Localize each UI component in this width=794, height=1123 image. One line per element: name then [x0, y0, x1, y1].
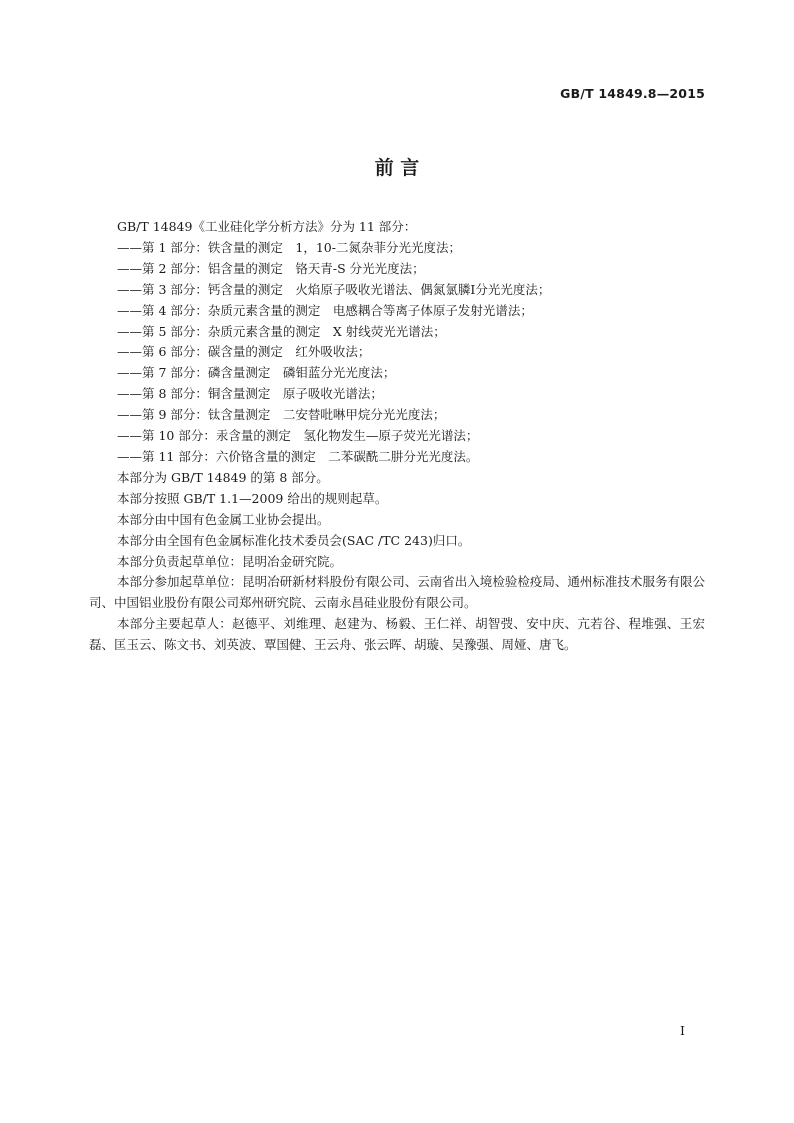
statement-proposer: 本部分由中国有色金属工业协会提出。 [117, 511, 330, 527]
statement-main-drafters: 本部分主要起草人：赵德平、刘维理、赵建为、杨毅、王仁祥、胡智弢、安中庆、亢若谷、程堆强、王宏磊、匡玉云、陈文书、刘英波、覃国健、王云舟、张云晖、胡璇、吴豫强、周娅、唐飞。 [89, 616, 705, 653]
part-item-9: ——第 9 部分：钛含量测定 二安替吡啉甲烷分光光度法； [117, 407, 446, 423]
part-item-7: ——第 7 部分：磷含量测定 磷钼蓝分光光度法； [117, 365, 396, 381]
statement-lead-drafter: 本部分负责起草单位：昆明冶金研究院。 [117, 553, 343, 569]
part-item-11: ——第 11 部分：六价铬含量的测定 二苯碳酰二肼分光光度法。 [117, 448, 479, 464]
part-item-10: ——第 10 部分：汞含量的测定 氢化物发生—原子荧光光谱法； [117, 428, 479, 444]
part-item-2: ——第 2 部分：铝含量的测定 铬天青-S 分光光度法； [117, 260, 425, 276]
statement-committee: 本部分由全国有色金属标准化技术委员会(SAC /TC 243)归口。 [117, 532, 471, 548]
page-title: 前 言 [374, 157, 420, 179]
part-item-8: ——第 8 部分：铜含量测定 原子吸收光谱法； [117, 386, 383, 402]
standard-code: GB/T 14849.8—2015 [560, 86, 705, 101]
part-item-5: ——第 5 部分：杂质元素含量的测定 X 射线荧光光谱法； [117, 323, 446, 339]
statement-participating-units: 本部分参加起草单位：昆明冶研新材料股份有限公司、云南省出入境检验检疫局、通州标准技术服务有限公司、中国铝业股份有限公司郑州研究院、云南永昌硅业股份有限公司。 [89, 574, 705, 611]
foreword-body [89, 217, 705, 656]
part-item-3: ——第 3 部分：钙含量的测定 火焰原子吸收光谱法、偶氮氯膦Ⅰ分光光度法； [117, 281, 551, 297]
statement-part-number: 本部分为 GB/T 14849 的第 8 部分。 [117, 469, 329, 485]
page-number: I [680, 1023, 685, 1038]
intro-line: GB/T 14849《工业硅化学分析方法》分为 11 部分： [117, 219, 417, 234]
part-item-1: ——第 1 部分：铁含量的测定 1，10-二氮杂菲分光光度法； [117, 239, 461, 255]
part-item-6: ——第 6 部分：碳含量的测定 红外吸收法； [117, 344, 371, 360]
part-item-4: ——第 4 部分：杂质元素含量的测定 电感耦合等离子体原子发射光谱法； [117, 302, 533, 318]
statement-drafting-rules: 本部分按照 GB/T 1.1—2009 给出的规则起草。 [117, 490, 388, 506]
